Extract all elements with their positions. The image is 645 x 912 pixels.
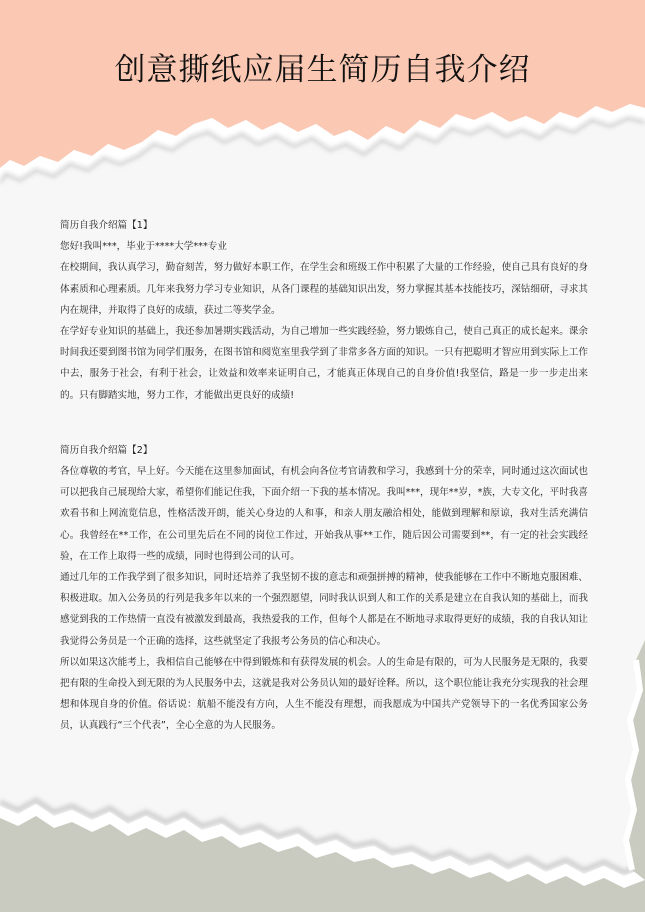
page-title: 创意撕纸应届生简历自我介绍 (114, 52, 531, 88)
paragraph: 在学好专业知识的基础上，我还参加暑期实践活动，为自己增加一些实践经验，努力锻炼自己，使自己真正的成长起来。课余时间我还要到图书馆为同学们服务，在图书馆和阅览室里我学到了非常多各方面的知识。一只有把聪明才智应用到实际上工作中去，服务于社会，有利于社会，让效益和效率来证明自己，才能真正体现自己的自身价值!我坚信，路是一步一步走出来的。只有脚踏实地，努力工作，才能做出更良好的成绩! (60, 326, 588, 401)
paragraph: 您好!我叫***，毕业于****大学***专业 (60, 241, 227, 253)
section-heading: 简历自我介绍篇【2】 (60, 444, 153, 456)
section-heading: 简历自我介绍篇【1】 (60, 220, 153, 231)
footer-torn-band (0, 816, 645, 912)
section-2 (60, 440, 588, 737)
content-body (60, 215, 588, 737)
paragraph: 通过几年的工作我学到了很多知识，同时还培养了我坚韧不拔的意志和顽强拼搏的精神，使我能够在工作中不断地克服困难、积极进取。加入公务员的行列是我多年以来的一个强烈愿望，同时我认识到人和工作的关系是建立在自我认知的基础上，而我感觉到我的工作热情一直没有被激发到最高，我热爱我的工作，但每个人都是在不断地寻求取得更好的成绩，我的自我认知让我觉得公务员是一个正确的选择，这些就坚定了我报考公务员的信心和决心。 (60, 572, 588, 647)
paragraph: 在校期间，我认真学习，勤奋刻苦，努力做好本职工作，在学生会和班级工作中积累了大量的工作经验，使自己具有良好的身体素质和心理素质。几年来我努力学习专业知识，从各门课程的基础知识出发，努力掌握其基本技能技巧，深钻细研，寻求其内在规律，并取得了良好的成绩，获过二等奖学金。 (60, 262, 588, 316)
paragraph: 所以如果这次能考上，我相信自己能够在中得到锻炼和有获得发展的机会。人的生命是有限的，可为人民服务是无限的，我要把有限的生命投入到无限的为人民服务中去，这就是我对公务员认知的最好诠释。所以，这个职位能让我充分实现我的社会理想和体现自身的价值。俗话说：航船不能没有方向，人生不能没有理想，而我愿成为中国共产党领导下的一名优秀国家公务员，认真践行“三个代表”，全心全意的为人民服务。 (60, 656, 588, 732)
section-1 (60, 215, 588, 406)
paragraph: 各位尊敬的考官，早上好。今天能在这里参加面试，有机会向各位考官请教和学习，我感到十分的荣幸，同时通过这次面试也可以把我自己展现给大家，希望你们能记住我，下面介绍一下我的基本情况。我叫***，现年**岁，*族，大专文化，平时我喜欢看书和上网流览信息，性格活泼开朗，能关心身边的人和事，和亲人朋友融洽相处，能做到理解和原谅，我对生活充满信心。我曾经在**工作，在公司里先后在不同的岗位工作过，开始我从事**工作，随后因公司需要到**，有一定的社会实践经验，在工作上取得一些的成绩，同时也得到公司的认可。 (60, 466, 588, 562)
